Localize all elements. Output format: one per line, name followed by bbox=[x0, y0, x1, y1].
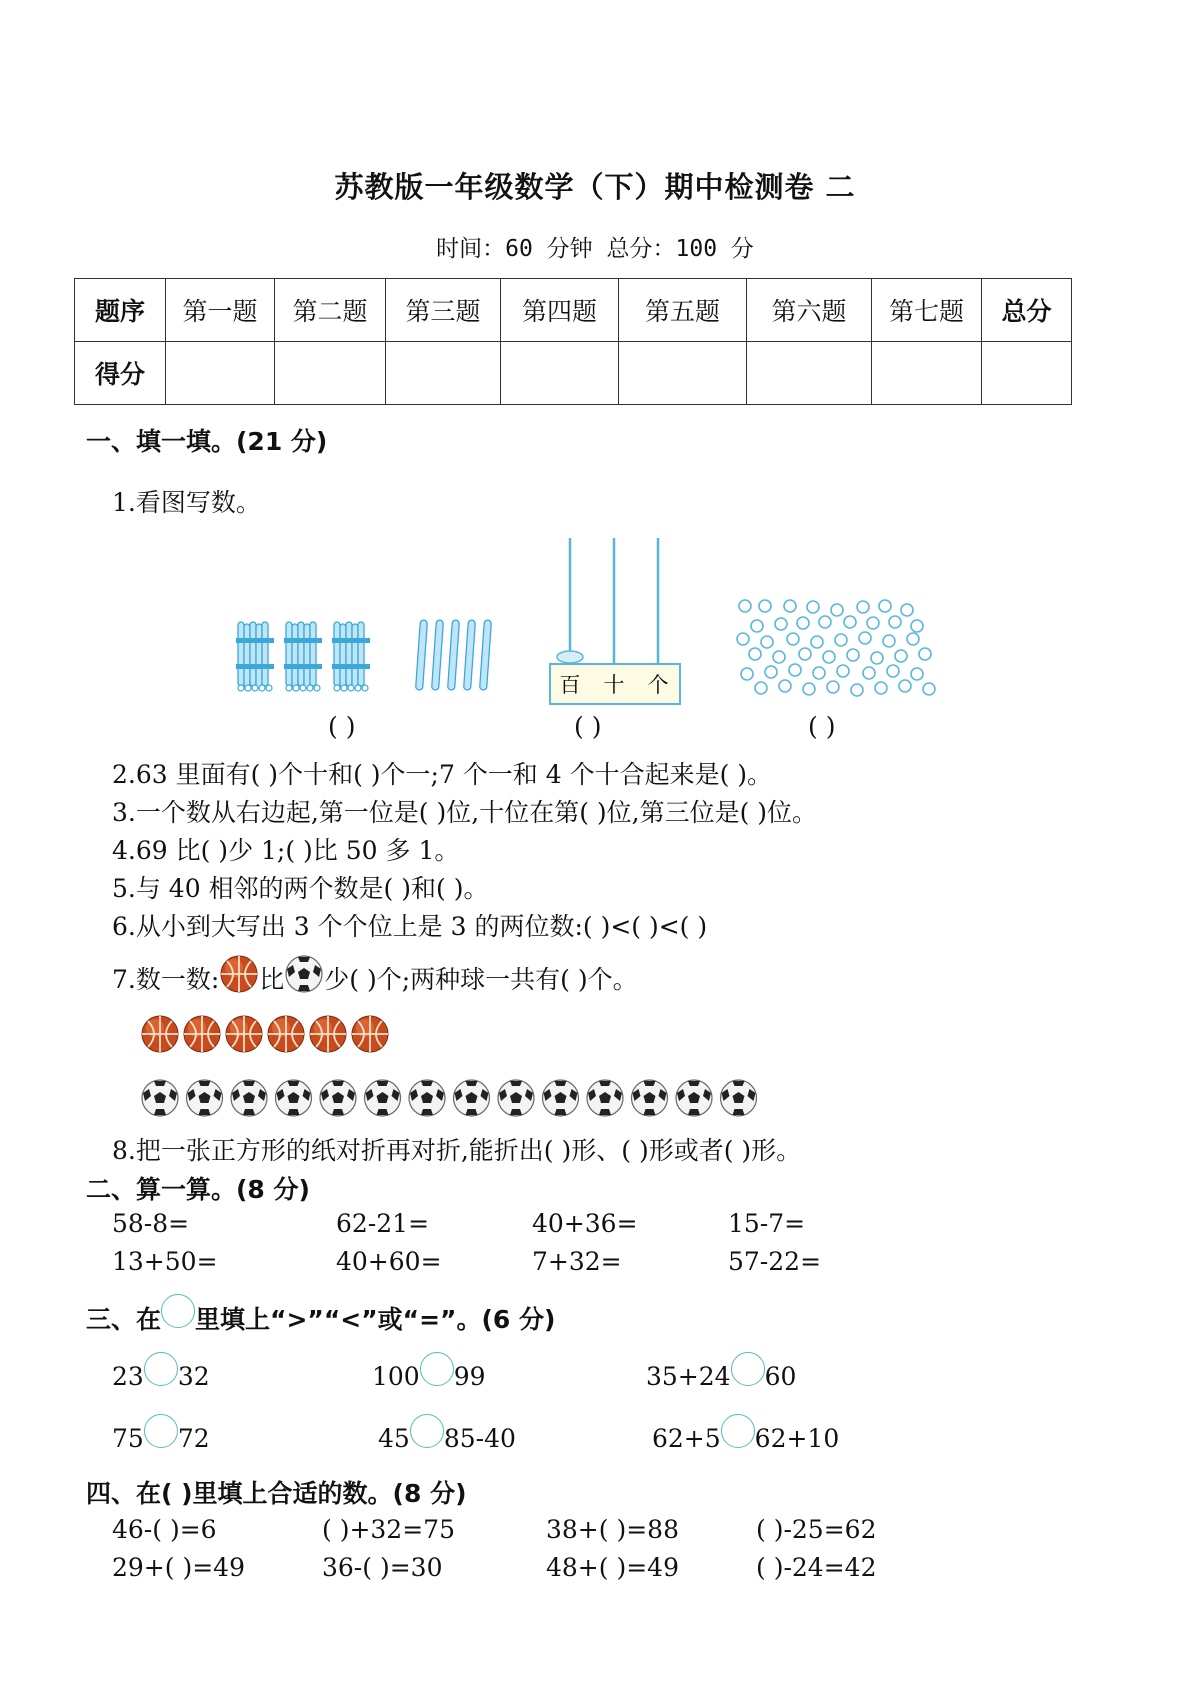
dot bbox=[847, 649, 859, 661]
soccer-ball-icon bbox=[231, 1080, 267, 1116]
compare-circle[interactable] bbox=[410, 1414, 444, 1448]
compare-right: 85-40 bbox=[443, 1424, 516, 1453]
dot bbox=[879, 600, 891, 612]
dot bbox=[823, 651, 835, 663]
soccer-ball-row bbox=[140, 1076, 780, 1120]
compare-right: 72 bbox=[177, 1424, 210, 1453]
stick-bundle bbox=[284, 622, 322, 691]
dot bbox=[889, 616, 901, 628]
dot bbox=[761, 636, 773, 648]
soccer-ball-icon bbox=[587, 1080, 623, 1116]
answer-blank-abacus[interactable]: ( ) bbox=[574, 712, 602, 741]
compare-right: 60 bbox=[764, 1362, 797, 1391]
dot bbox=[837, 665, 849, 677]
question-3: 3.一个数从右边起,第一位是( )位,十位在第( )位,第三位是( )位。 bbox=[112, 798, 818, 827]
cell-header-4: 第四题 bbox=[501, 279, 619, 342]
section-1-heading: 一、填一填。(21 分) bbox=[86, 427, 328, 456]
dot bbox=[811, 636, 823, 648]
dot bbox=[887, 665, 899, 677]
section-3-heading-a: 三、在 bbox=[86, 1305, 162, 1334]
calc-item: 15-7= bbox=[728, 1209, 806, 1238]
page-title: 苏教版一年级数学（下）期中检测卷 二 bbox=[334, 170, 856, 204]
stick-bundles-figure bbox=[236, 620, 506, 710]
loose-stick bbox=[464, 620, 476, 690]
compare-right: 99 bbox=[453, 1362, 486, 1391]
stick-bundle bbox=[332, 622, 370, 691]
score-cell[interactable] bbox=[747, 342, 872, 405]
dot bbox=[765, 666, 777, 678]
compare-left: 100 bbox=[372, 1362, 420, 1391]
dot bbox=[779, 680, 791, 692]
dot bbox=[867, 617, 879, 629]
question-5: 5.与 40 相邻的两个数是( )和( )。 bbox=[112, 874, 489, 903]
fill-item[interactable]: ( )-24=42 bbox=[756, 1553, 877, 1582]
score-table-header-row bbox=[75, 279, 1072, 342]
dot bbox=[773, 651, 785, 663]
compare-left: 23 bbox=[112, 1362, 144, 1391]
cell-score-label: 得分 bbox=[75, 342, 166, 405]
compare-item bbox=[646, 1362, 796, 1391]
question-6: 6.从小到大写出 3 个个位上是 3 的两位数:( )<( )<( ) bbox=[112, 912, 708, 941]
dot bbox=[827, 681, 839, 693]
compare-item bbox=[378, 1424, 516, 1453]
question-7-compare: 比 bbox=[259, 965, 285, 994]
question-4: 4.69 比( )少 1;( )比 50 多 1。 bbox=[112, 836, 460, 865]
dot bbox=[739, 600, 751, 612]
cell-header-3: 第三题 bbox=[386, 279, 501, 342]
dot bbox=[741, 668, 753, 680]
question-7 bbox=[112, 960, 638, 1002]
abacus-label-hundreds: 百 bbox=[559, 673, 581, 697]
soccer-ball-icon bbox=[409, 1080, 445, 1116]
cell-header-1: 第一题 bbox=[166, 279, 275, 342]
compare-item bbox=[112, 1362, 210, 1391]
dot bbox=[831, 604, 843, 616]
loose-stick bbox=[416, 620, 428, 690]
dot bbox=[784, 600, 796, 612]
abacus-bead bbox=[557, 651, 583, 663]
dot bbox=[751, 620, 763, 632]
fill-item[interactable]: 46-( )=6 bbox=[112, 1515, 217, 1544]
calc-item: 62-21= bbox=[336, 1209, 430, 1238]
dot bbox=[911, 620, 923, 632]
dot bbox=[755, 682, 767, 694]
soccer-ball-icon bbox=[142, 1080, 178, 1116]
calc-item: 58-8= bbox=[112, 1209, 190, 1238]
dot bbox=[901, 604, 913, 616]
calc-item: 13+50= bbox=[112, 1247, 218, 1276]
dot bbox=[857, 601, 869, 613]
basketball-icon bbox=[226, 1016, 262, 1052]
question-2: 2.63 里面有( )个十和( )个一;7 个一和 4 个十合起来是( )。 bbox=[112, 760, 773, 789]
soccer-ball-icon bbox=[721, 1080, 757, 1116]
soccer-ball-icon bbox=[543, 1080, 579, 1116]
basketball-icon bbox=[352, 1016, 388, 1052]
question-8: 8.把一张正方形的纸对折再对折,能折出( )形、( )形或者( )形。 bbox=[112, 1136, 802, 1165]
cell-header-8: 总分 bbox=[982, 279, 1072, 342]
dot bbox=[899, 680, 911, 692]
question-1: 1.看图写数。 bbox=[112, 488, 261, 517]
dot bbox=[789, 664, 801, 676]
compare-left: 75 bbox=[112, 1424, 144, 1453]
score-table bbox=[74, 278, 1072, 405]
dot bbox=[799, 648, 811, 660]
dots-figure bbox=[735, 596, 950, 696]
score-cell[interactable] bbox=[872, 342, 982, 405]
answer-blank-dots[interactable]: ( ) bbox=[808, 712, 836, 741]
compare-left: 35+24 bbox=[646, 1362, 731, 1391]
loose-stick bbox=[448, 620, 460, 690]
fill-item[interactable]: 38+( )=88 bbox=[546, 1515, 679, 1544]
question-7-prefix: 7.数一数: bbox=[112, 965, 220, 994]
section-4-heading: 四、在( )里填上合适的数。(8 分) bbox=[86, 1479, 467, 1508]
soccer-ball-icon bbox=[632, 1080, 668, 1116]
compare-circle[interactable] bbox=[144, 1414, 178, 1448]
compare-right: 32 bbox=[177, 1362, 210, 1391]
dot bbox=[775, 618, 787, 630]
section-3-heading-b: 里填上“>”“<”或“=”。(6 分) bbox=[195, 1305, 556, 1334]
calc-item: 57-22= bbox=[728, 1247, 822, 1276]
score-cell[interactable] bbox=[982, 342, 1072, 405]
dot bbox=[844, 616, 856, 628]
dot bbox=[749, 648, 761, 660]
dot bbox=[859, 632, 871, 644]
dot bbox=[883, 635, 895, 647]
basketball-row bbox=[140, 1012, 420, 1056]
soccer-ball-icon bbox=[454, 1080, 490, 1116]
dot bbox=[797, 617, 809, 629]
section-3-heading bbox=[86, 1300, 555, 1336]
basketball-icon bbox=[219, 954, 259, 994]
soccer-ball-icon bbox=[284, 954, 324, 994]
soccer-ball-icon bbox=[187, 1080, 223, 1116]
soccer-ball-icon bbox=[498, 1080, 534, 1116]
dot bbox=[895, 650, 907, 662]
soccer-ball-icon bbox=[365, 1080, 401, 1116]
cell-header-6: 第六题 bbox=[747, 279, 872, 342]
fill-item[interactable]: 48+( )=49 bbox=[546, 1553, 679, 1582]
loose-stick bbox=[480, 620, 492, 690]
basketball-icon bbox=[142, 1016, 178, 1052]
abacus-label-ones: 个 bbox=[647, 673, 669, 697]
cell-header-0: 题序 bbox=[75, 279, 166, 342]
compare-left: 62+5 bbox=[652, 1424, 721, 1453]
compare-right: 62+10 bbox=[754, 1424, 840, 1453]
dot bbox=[863, 667, 875, 679]
circle-icon bbox=[161, 1294, 195, 1328]
dot bbox=[923, 683, 935, 695]
dot bbox=[787, 633, 799, 645]
dot bbox=[911, 668, 923, 680]
compare-circle[interactable] bbox=[721, 1414, 755, 1448]
question-7-suffix: 少( )个;两种球一共有( )个。 bbox=[324, 965, 638, 994]
cell-header-5: 第五题 bbox=[619, 279, 747, 342]
abacus-figure bbox=[548, 538, 688, 708]
calc-item: 40+60= bbox=[336, 1247, 442, 1276]
compare-circle[interactable] bbox=[144, 1352, 178, 1386]
section-2-heading: 二、算一算。(8 分) bbox=[86, 1175, 310, 1204]
dot bbox=[875, 682, 887, 694]
basketball-icon bbox=[268, 1016, 304, 1052]
compare-circle[interactable] bbox=[420, 1352, 454, 1386]
cell-header-2: 第二题 bbox=[275, 279, 386, 342]
score-table-score-row bbox=[75, 342, 1072, 405]
fill-item[interactable]: 29+( )=49 bbox=[112, 1553, 245, 1582]
loose-stick bbox=[432, 620, 444, 690]
calc-item: 7+32= bbox=[532, 1247, 622, 1276]
dot bbox=[907, 633, 919, 645]
soccer-ball-icon bbox=[276, 1080, 312, 1116]
cell-header-7: 第七题 bbox=[872, 279, 982, 342]
dot bbox=[851, 684, 863, 696]
fill-item[interactable]: ( )+32=75 bbox=[322, 1515, 455, 1544]
compare-circle[interactable] bbox=[731, 1352, 765, 1386]
exam-info: 时间：60 分钟 总分：100 分 bbox=[436, 236, 754, 262]
score-cell[interactable] bbox=[501, 342, 619, 405]
stick-bundle bbox=[236, 622, 274, 691]
calc-item: 40+36= bbox=[532, 1209, 638, 1238]
fill-item[interactable]: ( )-25=62 bbox=[756, 1515, 877, 1544]
basketball-icon bbox=[310, 1016, 346, 1052]
dot bbox=[919, 648, 931, 660]
fill-item[interactable]: 36-( )=30 bbox=[322, 1553, 443, 1582]
basketball-icon bbox=[184, 1016, 220, 1052]
abacus-label-tens: 十 bbox=[603, 673, 625, 697]
dot bbox=[871, 652, 883, 664]
score-cell[interactable] bbox=[386, 342, 501, 405]
score-cell[interactable] bbox=[619, 342, 747, 405]
soccer-ball-icon bbox=[320, 1080, 356, 1116]
compare-item bbox=[112, 1424, 210, 1453]
score-cell[interactable] bbox=[275, 342, 386, 405]
soccer-ball-icon bbox=[676, 1080, 712, 1116]
dot bbox=[803, 683, 815, 695]
dot bbox=[835, 634, 847, 646]
dot bbox=[819, 616, 831, 628]
dot bbox=[737, 633, 749, 645]
compare-item bbox=[372, 1362, 486, 1391]
dot bbox=[807, 601, 819, 613]
dot bbox=[813, 667, 825, 679]
score-cell[interactable] bbox=[166, 342, 275, 405]
compare-item bbox=[652, 1424, 839, 1453]
compare-left: 45 bbox=[378, 1424, 410, 1453]
dot bbox=[759, 600, 771, 612]
answer-blank-sticks[interactable]: ( ) bbox=[328, 712, 356, 741]
